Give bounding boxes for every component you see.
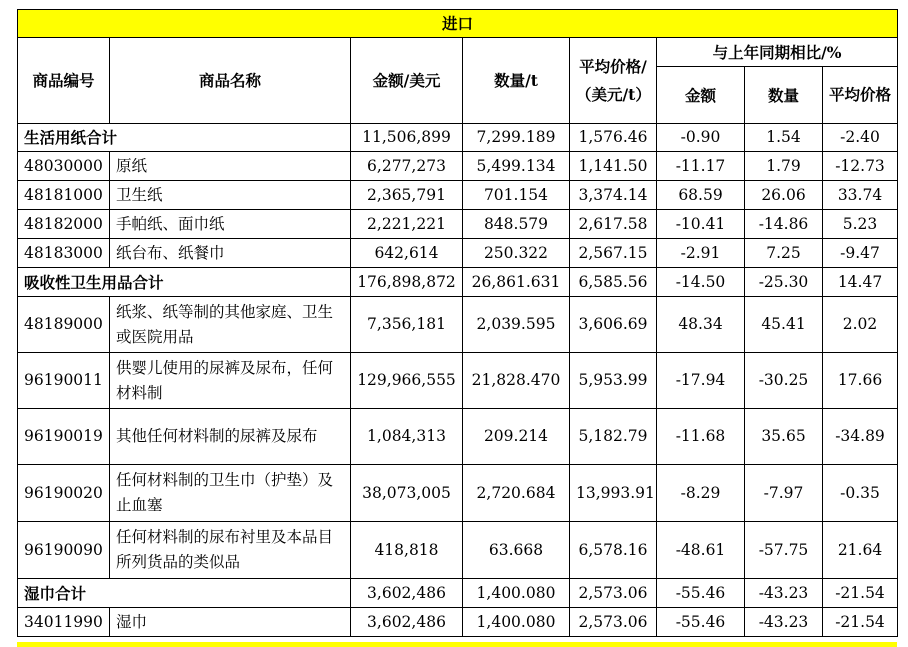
- cell-avg-price: 6,585.56: [570, 268, 657, 297]
- cell-name: 任何材料制的卫生巾（护垫）及止血塞: [110, 465, 351, 522]
- cell-quantity: 26,861.631: [463, 268, 570, 297]
- cell-yoy-price: -21.54: [823, 579, 898, 608]
- cell-amount: 176,898,872: [351, 268, 463, 297]
- subtotal-row: [18, 579, 898, 608]
- table-row: [18, 297, 898, 353]
- cell-amount: 418,818: [351, 522, 463, 579]
- cell-quantity: 209.214: [463, 409, 570, 465]
- import-table-container: [17, 9, 897, 637]
- cell-amount: 129,966,555: [351, 353, 463, 409]
- cell-avg-price: 2,617.58: [570, 210, 657, 239]
- cell-code: 96190090: [18, 522, 110, 579]
- cell-avg-price: 2,573.06: [570, 579, 657, 608]
- table-row: [18, 409, 898, 465]
- header-yoy-price: 平均价格: [823, 67, 898, 124]
- cell-yoy-amount: -0.90: [657, 124, 745, 152]
- cell-code: 96190020: [18, 465, 110, 522]
- cell-code: 48030000: [18, 152, 110, 181]
- cell-name: 纸浆、纸等制的其他家庭、卫生或医院用品: [110, 297, 351, 353]
- cell-yoy-price: 5.23: [823, 210, 898, 239]
- cell-code: 48182000: [18, 210, 110, 239]
- cell-yoy-amount: -14.50: [657, 268, 745, 297]
- cell-avg-price: 1,576.46: [570, 124, 657, 152]
- header-row-1: [18, 38, 898, 67]
- subtotal-label: 吸收性卫生用品合计: [18, 268, 351, 297]
- cell-amount: 7,356,181: [351, 297, 463, 353]
- cell-yoy-price: -21.54: [823, 608, 898, 637]
- cell-code: 96190019: [18, 409, 110, 465]
- header-yoy-amount: 金额: [657, 67, 745, 124]
- cell-quantity: 2,039.595: [463, 297, 570, 353]
- cell-amount: 2,365,791: [351, 181, 463, 210]
- cell-name: 供婴儿使用的尿裤及尿布，任何材料制: [110, 353, 351, 409]
- header-yoy-quantity: 数量: [745, 67, 823, 124]
- header-avg-price: 平均价格/（美元/t）: [570, 38, 657, 124]
- cell-quantity: 1,400.080: [463, 608, 570, 637]
- cell-quantity: 5,499.134: [463, 152, 570, 181]
- cell-code: 34011990: [18, 608, 110, 637]
- cell-yoy-amount: -11.68: [657, 409, 745, 465]
- table-row: [18, 239, 898, 268]
- cell-avg-price: 1,141.50: [570, 152, 657, 181]
- cell-amount: 642,614: [351, 239, 463, 268]
- cell-yoy-price: -12.73: [823, 152, 898, 181]
- cell-name: 卫生纸: [110, 181, 351, 210]
- cell-yoy-price: -2.40: [823, 124, 898, 152]
- cell-yoy-quantity: -43.23: [745, 608, 823, 637]
- cell-name: 其他任何材料制的尿裤及尿布: [110, 409, 351, 465]
- cell-code: 48189000: [18, 297, 110, 353]
- cell-yoy-quantity: 1.54: [745, 124, 823, 152]
- cell-yoy-price: 2.02: [823, 297, 898, 353]
- header-name: 商品名称: [110, 38, 351, 124]
- cell-amount: 11,506,899: [351, 124, 463, 152]
- title-row: [18, 10, 898, 38]
- import-table: [17, 9, 898, 637]
- cell-name: 原纸: [110, 152, 351, 181]
- cell-amount: 3,602,486: [351, 608, 463, 637]
- table-row: [18, 152, 898, 181]
- cell-yoy-amount: -55.46: [657, 608, 745, 637]
- cell-yoy-amount: -8.29: [657, 465, 745, 522]
- cell-yoy-amount: -2.91: [657, 239, 745, 268]
- cell-amount: 3,602,486: [351, 579, 463, 608]
- cell-yoy-quantity: -30.25: [745, 353, 823, 409]
- cell-yoy-quantity: 45.41: [745, 297, 823, 353]
- table-title: 进口: [18, 10, 898, 38]
- cell-yoy-amount: -48.61: [657, 522, 745, 579]
- table-row: [18, 608, 898, 637]
- table-row: [18, 181, 898, 210]
- subtotal-label: 湿巾合计: [18, 579, 351, 608]
- cell-avg-price: 3,374.14: [570, 181, 657, 210]
- cell-avg-price: 5,953.99: [570, 353, 657, 409]
- cell-yoy-amount: -17.94: [657, 353, 745, 409]
- cell-code: 96190011: [18, 353, 110, 409]
- bottom-color-strip: [17, 642, 897, 647]
- cell-yoy-price: 17.66: [823, 353, 898, 409]
- cell-yoy-price: -34.89: [823, 409, 898, 465]
- header-amount: 金额/美元: [351, 38, 463, 124]
- cell-yoy-price: -9.47: [823, 239, 898, 268]
- cell-yoy-price: 33.74: [823, 181, 898, 210]
- cell-avg-price: 2,573.06: [570, 608, 657, 637]
- table-body: [18, 124, 898, 637]
- cell-quantity: 1,400.080: [463, 579, 570, 608]
- cell-quantity: 701.154: [463, 181, 570, 210]
- cell-amount: 1,084,313: [351, 409, 463, 465]
- table-row: [18, 465, 898, 522]
- cell-yoy-quantity: -7.97: [745, 465, 823, 522]
- table-row: [18, 353, 898, 409]
- header-code: 商品编号: [18, 38, 110, 124]
- cell-code: 48183000: [18, 239, 110, 268]
- cell-amount: 38,073,005: [351, 465, 463, 522]
- cell-avg-price: 6,578.16: [570, 522, 657, 579]
- table-row: [18, 522, 898, 579]
- subtotal-row: [18, 124, 898, 152]
- subtotal-row: [18, 268, 898, 297]
- cell-name: 任何材料制的尿布衬里及本品目所列货品的类似品: [110, 522, 351, 579]
- cell-yoy-price: -0.35: [823, 465, 898, 522]
- cell-yoy-quantity: -14.86: [745, 210, 823, 239]
- cell-avg-price: 2,567.15: [570, 239, 657, 268]
- header-yoy-group: 与上年同期相比/%: [657, 38, 898, 67]
- cell-avg-price: 13,993.91: [570, 465, 657, 522]
- cell-quantity: 63.668: [463, 522, 570, 579]
- cell-yoy-price: 21.64: [823, 522, 898, 579]
- cell-yoy-quantity: 1.79: [745, 152, 823, 181]
- cell-code: 48181000: [18, 181, 110, 210]
- cell-quantity: 2,720.684: [463, 465, 570, 522]
- cell-yoy-amount: 68.59: [657, 181, 745, 210]
- cell-yoy-amount: 48.34: [657, 297, 745, 353]
- cell-yoy-quantity: -43.23: [745, 579, 823, 608]
- cell-avg-price: 5,182.79: [570, 409, 657, 465]
- cell-yoy-quantity: 7.25: [745, 239, 823, 268]
- cell-yoy-amount: -55.46: [657, 579, 745, 608]
- cell-yoy-quantity: -25.30: [745, 268, 823, 297]
- header-quantity: 数量/t: [463, 38, 570, 124]
- cell-yoy-quantity: 35.65: [745, 409, 823, 465]
- subtotal-label: 生活用纸合计: [18, 124, 351, 152]
- cell-amount: 6,277,273: [351, 152, 463, 181]
- cell-yoy-amount: -11.17: [657, 152, 745, 181]
- cell-name: 湿巾: [110, 608, 351, 637]
- cell-quantity: 848.579: [463, 210, 570, 239]
- cell-quantity: 7,299.189: [463, 124, 570, 152]
- cell-quantity: 21,828.470: [463, 353, 570, 409]
- cell-yoy-quantity: -57.75: [745, 522, 823, 579]
- cell-name: 纸台布、纸餐巾: [110, 239, 351, 268]
- cell-name: 手帕纸、面巾纸: [110, 210, 351, 239]
- table-row: [18, 210, 898, 239]
- cell-yoy-amount: -10.41: [657, 210, 745, 239]
- cell-yoy-quantity: 26.06: [745, 181, 823, 210]
- cell-yoy-price: 14.47: [823, 268, 898, 297]
- cell-amount: 2,221,221: [351, 210, 463, 239]
- cell-avg-price: 3,606.69: [570, 297, 657, 353]
- cell-quantity: 250.322: [463, 239, 570, 268]
